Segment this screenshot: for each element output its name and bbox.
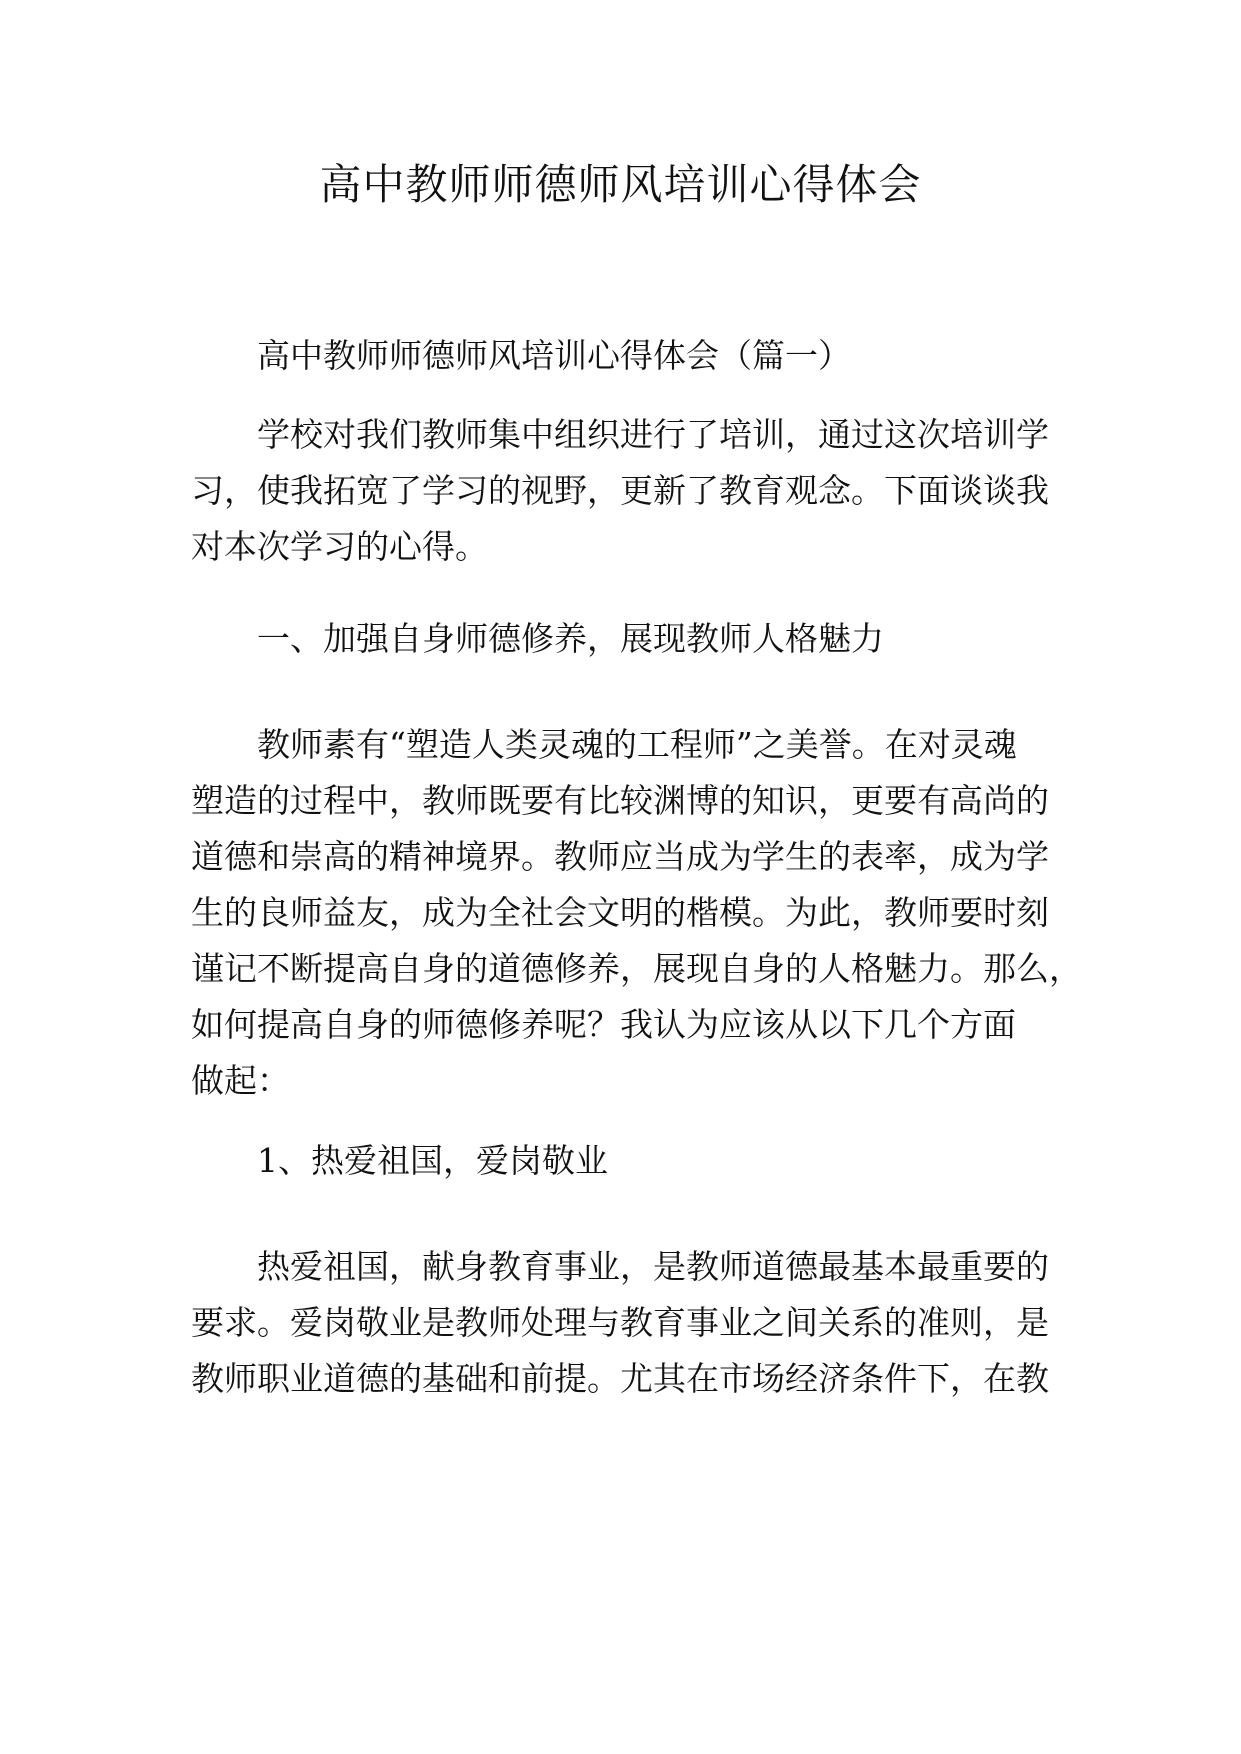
paragraph-line: 对本次学习的心得。 (191, 527, 488, 566)
paragraph-line: 热爱祖国，献身教育事业，是教师道德最基本最重要的 (257, 1247, 1049, 1286)
paragraph-intro (191, 407, 1053, 575)
paragraph-line: 谨记不断提高自身的道德修养，展现自身的人格魅力。那么， (191, 949, 1082, 988)
section-heading-1 (191, 611, 1053, 667)
paragraph-line: 做起： (191, 1061, 290, 1100)
subtitle-text: 高中教师师德师风培训心得体会（篇一） (257, 336, 851, 375)
paragraph-line: 要求。爱岗敬业是教师处理与教育事业之间关系的准则，是 (191, 1303, 1049, 1342)
paragraph-line: 道德和崇高的精神境界。教师应当成为学生的表率，成为学 (191, 837, 1049, 876)
paragraph-line: 习，使我拓宽了学习的视野，更新了教育观念。下面谈谈我 (191, 471, 1049, 510)
paragraph-line: 学校对我们教师集中组织进行了培训，通过这次培训学 (257, 415, 1049, 454)
section-subtitle (191, 328, 1053, 384)
paragraph-line: 教师素有“塑造人类灵魂的工程师”之美誉。在对灵魂 (257, 725, 1017, 764)
paragraph-line: 如何提高自身的师德修养呢？我认为应该从以下几个方面 (191, 1005, 1016, 1044)
section-heading-2 (191, 1133, 1053, 1189)
document-title: 高中教师师德师风培训心得体会 (319, 160, 922, 209)
heading-text: 1、热爱祖国，爱岗敬业 (257, 1141, 608, 1180)
paragraph-line: 教师职业道德的基础和前提。尤其在市场经济条件下，在教 (191, 1359, 1049, 1398)
heading-text: 一、加强自身师德修养，展现教师人格魅力 (257, 619, 884, 658)
paragraph-teacher-virtue (191, 717, 1082, 1109)
paragraph-love-country (191, 1239, 1053, 1407)
paragraph-line: 生的良师益友，成为全社会文明的楷模。为此，教师要时刻 (191, 893, 1049, 932)
paragraph-line: 塑造的过程中，教师既要有比较渊博的知识，更要有高尚的 (191, 781, 1049, 820)
